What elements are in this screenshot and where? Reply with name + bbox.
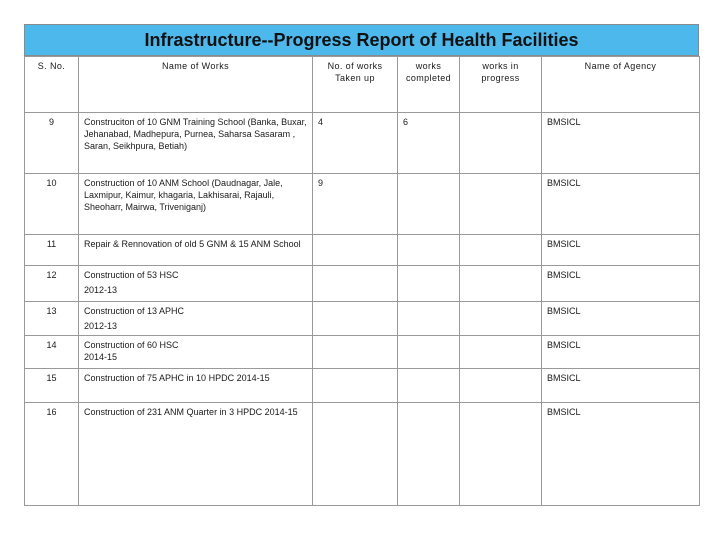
cell-agency: BMSICL [542, 113, 700, 174]
work-name: Repair & Rennovation of old 5 GNM & 15 ANM School [84, 239, 301, 249]
cell-agency: BMSICL [542, 369, 700, 403]
cell-works-completed [398, 235, 460, 266]
cell-agency: BMSICL [542, 266, 700, 302]
cell-sno: 16 [25, 403, 79, 506]
work-name: Construction of 53 HSC [84, 270, 179, 280]
cell-name-of-works [79, 113, 313, 174]
cell-works-completed [398, 302, 460, 336]
header-name-of-works: Name of Works [79, 57, 313, 113]
table-row [25, 302, 700, 336]
cell-sno: 13 [25, 302, 79, 336]
cell-works-taken-up: 4 [313, 113, 398, 174]
table-row [25, 174, 700, 235]
cell-works-taken-up [313, 369, 398, 403]
work-name: Construction of 75 APHC in 10 HPDC 2014-15 [84, 373, 270, 383]
cell-works-completed [398, 266, 460, 302]
cell-works-in-progress [460, 336, 542, 369]
cell-works-in-progress [460, 403, 542, 506]
cell-name-of-works [79, 302, 313, 336]
table-row [25, 113, 700, 174]
cell-works-completed [398, 369, 460, 403]
cell-works-completed [398, 174, 460, 235]
cell-works-taken-up: 9 [313, 174, 398, 235]
table-row [25, 336, 700, 369]
table-header-row [25, 57, 700, 113]
cell-agency: BMSICL [542, 403, 700, 506]
progress-report-table [24, 56, 700, 506]
header-works-completed: works completed [398, 57, 460, 113]
cell-sno: 11 [25, 235, 79, 266]
work-name: Construction of 231 ANM Quarter in 3 HPDC 2014-15 [84, 407, 298, 417]
header-sno: S. No. [25, 57, 79, 113]
cell-name-of-works [79, 336, 313, 369]
cell-agency: BMSICL [542, 302, 700, 336]
cell-sno: 15 [25, 369, 79, 403]
cell-name-of-works [79, 369, 313, 403]
cell-name-of-works [79, 403, 313, 506]
cell-sno: 12 [25, 266, 79, 302]
cell-works-in-progress [460, 266, 542, 302]
work-year: 2012-13 [84, 321, 118, 331]
work-year: 2014-15 [84, 352, 118, 362]
cell-agency: BMSICL [542, 174, 700, 235]
table-row [25, 369, 700, 403]
table-row [25, 266, 700, 302]
cell-sno: 10 [25, 174, 79, 235]
cell-works-taken-up [313, 336, 398, 369]
work-name: Construciton of 10 GNM Training School (Banka, Buxar, Jehanabad, Madhepura, Purnea, Saharsa Sasaram , Saran, Seikhpura, Betiah) [84, 117, 307, 151]
cell-works-completed: 6 [398, 113, 460, 174]
cell-works-taken-up [313, 235, 398, 266]
cell-works-in-progress [460, 369, 542, 403]
header-works-taken-up: No. of works Taken up [313, 57, 398, 113]
cell-agency: BMSICL [542, 235, 700, 266]
header-works-in-progress: works in progress [460, 57, 542, 113]
cell-works-completed [398, 403, 460, 506]
cell-works-in-progress [460, 113, 542, 174]
report-title-bar [24, 24, 699, 56]
cell-works-taken-up [313, 302, 398, 336]
table-row [25, 403, 700, 506]
work-name: Construction of 60 HSC [84, 340, 179, 350]
cell-sno: 9 [25, 113, 79, 174]
cell-works-taken-up [313, 403, 398, 506]
cell-agency: BMSICL [542, 336, 700, 369]
work-name: Construction of 13 APHC [84, 306, 185, 316]
cell-works-in-progress [460, 302, 542, 336]
cell-name-of-works [79, 174, 313, 235]
page-title: Infrastructure--Progress Report of Health Facilities [144, 29, 579, 50]
header-name-of-agency: Name of Agency [542, 57, 700, 113]
table-row [25, 235, 700, 266]
cell-name-of-works [79, 266, 313, 302]
cell-works-taken-up [313, 266, 398, 302]
work-name: Construction of 10 ANM School (Daudnagar, Jale, Laxmipur, Kaimur, khagaria, Lakhisarai, Rajauli, Sheoharr, Mairwa, Triveniganj) [84, 178, 283, 212]
cell-works-in-progress [460, 235, 542, 266]
cell-sno: 14 [25, 336, 79, 369]
cell-works-in-progress [460, 174, 542, 235]
cell-works-completed [398, 336, 460, 369]
work-year: 2012-13 [84, 285, 118, 295]
cell-name-of-works [79, 235, 313, 266]
